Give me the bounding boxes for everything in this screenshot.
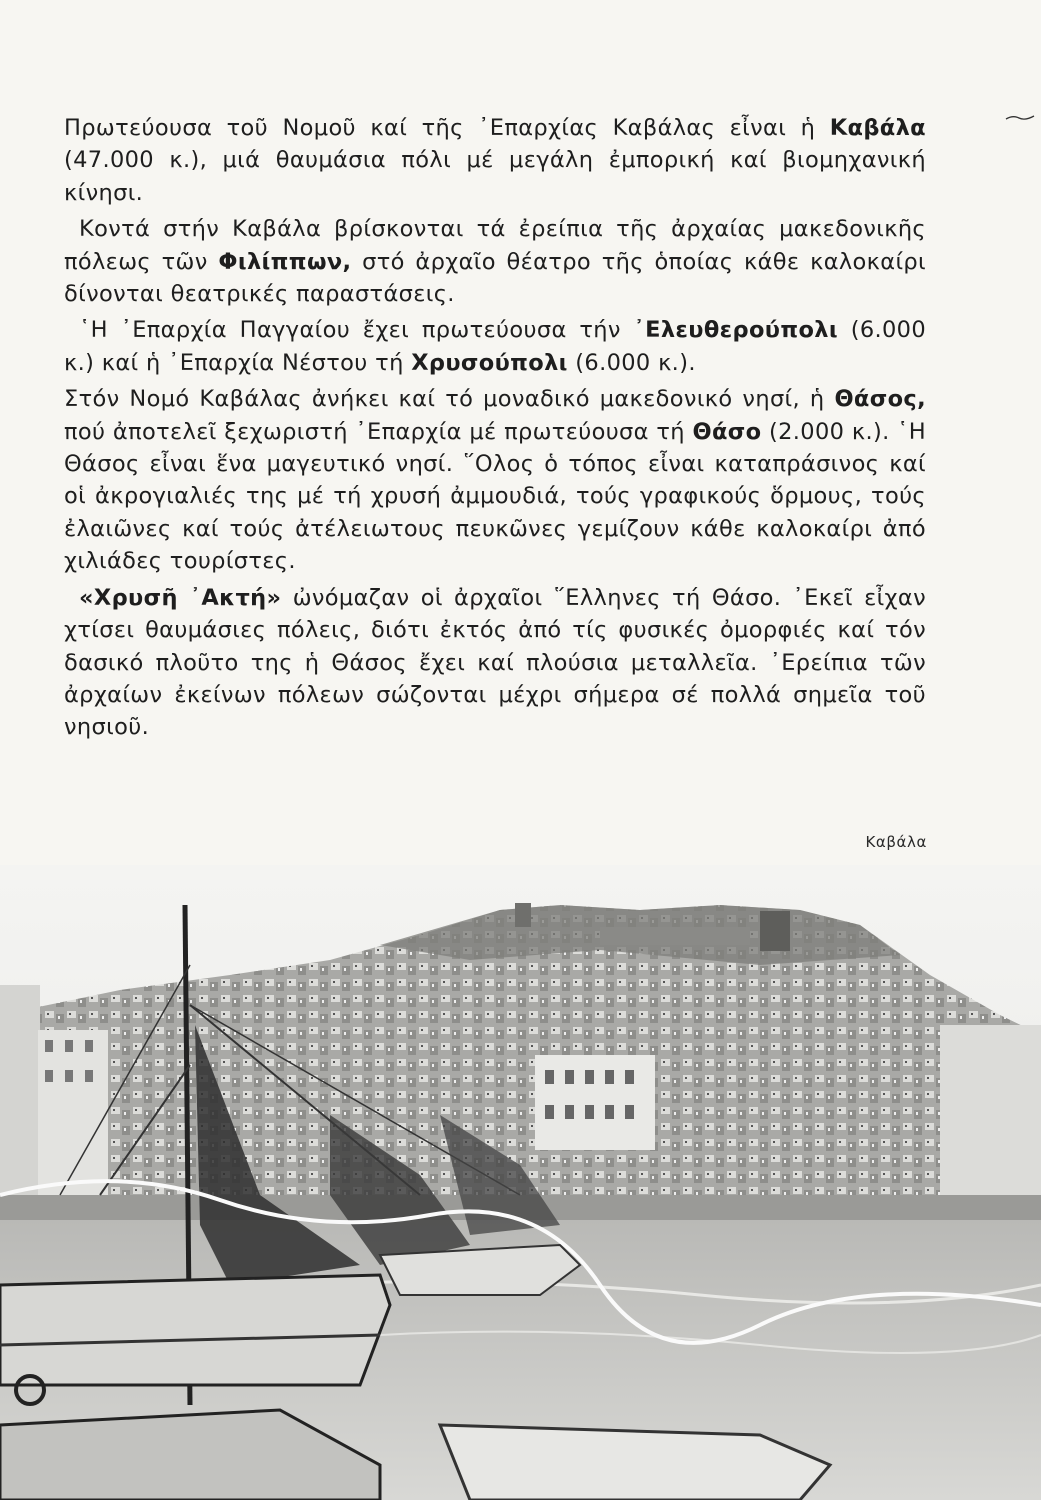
photo-caption: Καβάλα [865, 833, 927, 851]
text-span: Κοντά στήν Καβάλα βρίσκονται τά ἐρείπια τῆς ἀρχαίας μακεδονικῆς πόλεως τῶν [64, 216, 926, 275]
text-span: (6.000 κ.) καί ἡ ᾿Επαρχία Νέστου τή [64, 317, 926, 376]
paragraph-provinces [64, 314, 926, 379]
bold-term-kavala: Καβάλα [829, 115, 926, 141]
paragraph-thasos [64, 383, 926, 577]
text-span: Πρωτεύουσα τοῦ Νομοῦ καί τῆς ᾿Επαρχίας Καβάλας εἶναι ἡ [64, 115, 830, 141]
body-text [64, 112, 926, 744]
kavala-harbor-photo [0, 865, 1041, 1500]
text-span: (47.000 κ.), μιά θαυμάσια πόλι μέ μεγάλη ἐμπορική καί βιομηχανική κίνησι. [64, 147, 926, 206]
bold-term-philippi: Φιλίππων, [218, 248, 352, 275]
pen-mark-icon [1005, 108, 1035, 118]
text-span: Στόν Νομό Καβάλας ἀνήκει καί τό μοναδικό μακεδονικό νησί, ἡ [64, 386, 835, 413]
bold-term-eleftheroupoli: ᾿Ελευθερούπολι [633, 317, 838, 344]
text-span: ὠνόμαζαν οἱ ἀρχαῖοι ῞Ελληνες τή Θάσο. ᾿Εκεῖ εἶχαν χτίσει θαυμάσιες πόλεις, διότι ἐκτός ἀπό τίς φυσικές ὀμορφιές καί τόν δασικό πλοῦτο της ἡ Θάσος ἔχει καί πλούσια μεταλλεῖα. ᾿Ερείπια τῶν ἀρχαίων ἐκείνων πόλεων σώζονται μέχρι σήμερα σέ πολλά σημεῖα τοῦ νησιοῦ. [64, 584, 926, 741]
text-span: πού ἀποτελεῖ ξεχωριστή ᾿Επαρχία μέ πρωτεύουσα τή [64, 418, 693, 445]
bold-term-chrysi-akti: «Χρυσῆ ᾿Ακτή» [79, 584, 282, 611]
harbor-illustration [0, 865, 1041, 1500]
bold-term-thasos: Θάσος, [834, 386, 926, 413]
text-span: ῾Η ᾿Επαρχία Παγγαίου ἔχει πρωτεύουσα τήν [79, 317, 634, 344]
paragraph-chrysi-akti [64, 582, 926, 744]
bold-term-thaso: Θάσο [692, 418, 762, 445]
bold-term-chrysoupoli: Χρυσούπολι [411, 349, 568, 376]
text-span: (6.000 κ.). [567, 349, 696, 376]
paragraph-philippi [64, 213, 926, 310]
paragraph-kavala-capital [64, 112, 926, 209]
text-span: στό ἀρχαῖο θέατρο τῆς ὁποίας κάθε καλοκαίρι δίνονται θεατρικές παραστάσεις. [64, 248, 927, 308]
text-span: (2.000 κ.). ῾Η Θάσος εἶναι ἕνα μαγευτικό νησί. ῞Ολος ὁ τόπος εἶναι καταπράσινος καί οἱ ἀκρογιαλιές της μέ τή χρυσή ἀμμουδιά, τούς γραφικούς ὅρμους, τούς ἐλαιῶνες καί τούς ἀτέλειωτους πευκῶνες γεμίζουν κάθε καλοκαίρι ἀπό χιλιάδες τουρίστες. [64, 418, 926, 575]
